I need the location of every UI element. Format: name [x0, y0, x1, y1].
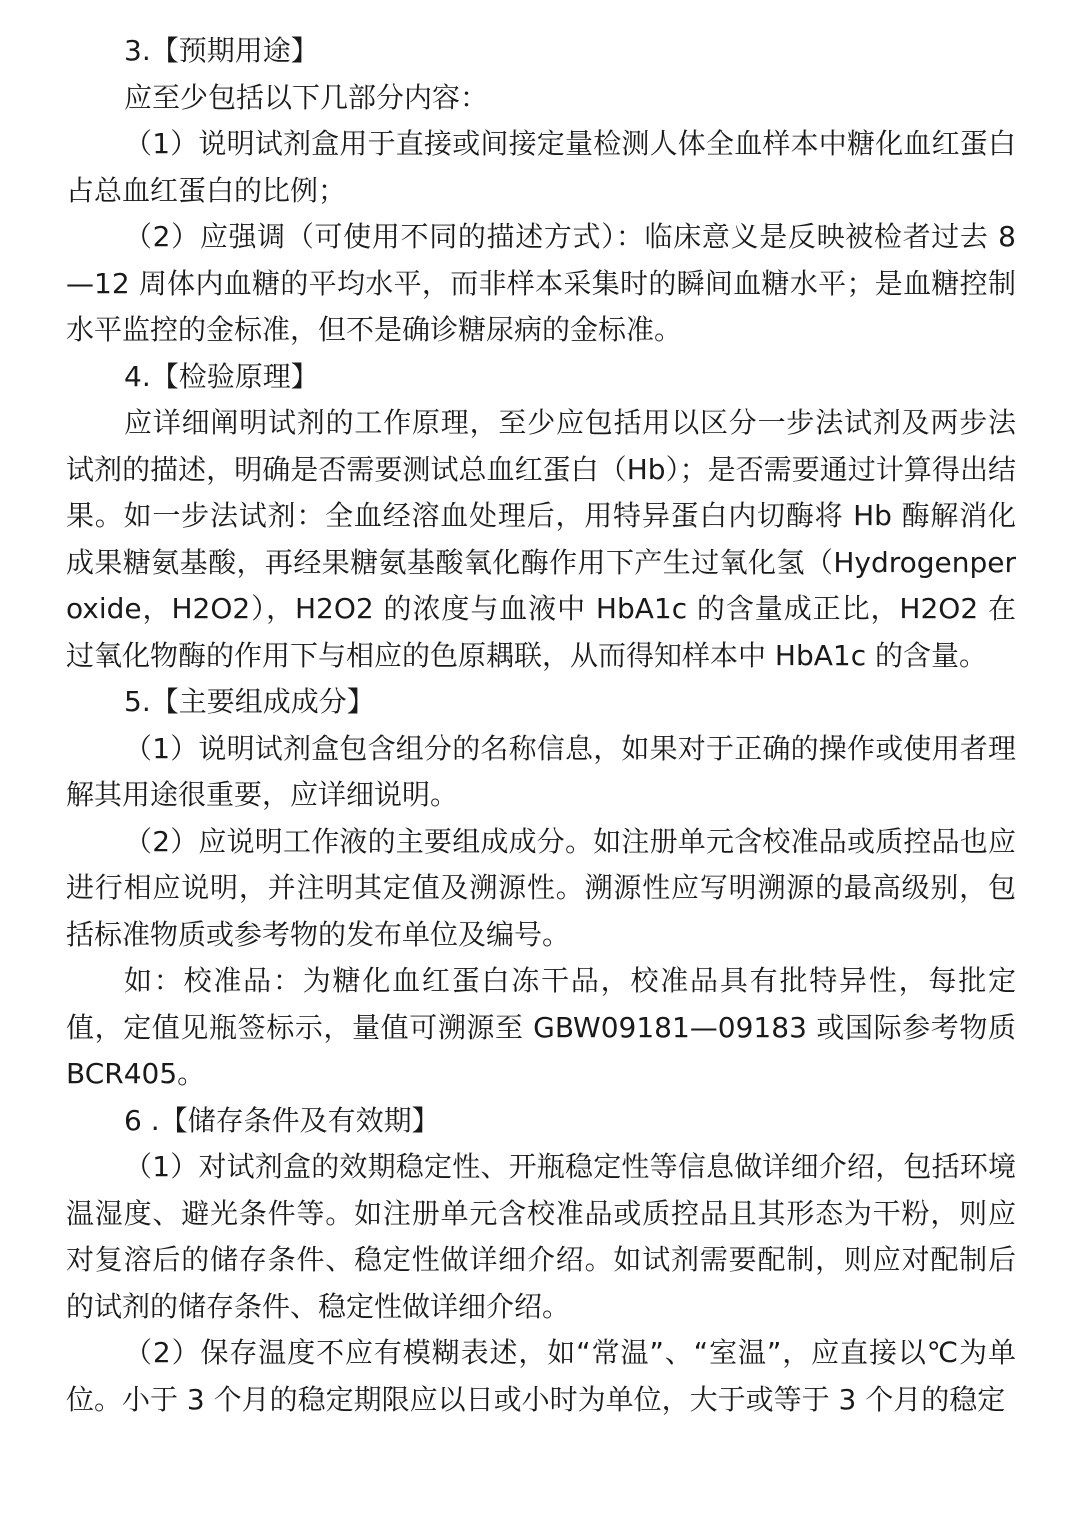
section-test-principle — [66, 354, 1016, 680]
section-heading: 3.【预期用途】 — [124, 34, 319, 67]
paragraph: （2）应强调（可使用不同的描述方式）：临床意义是反映被检者过去 8—12 周体内血糖的平均水平，而非样本采集时的瞬间血糖水平；是血糖控制水平监控的金标准，但不是确诊糖尿病的金标准。 — [66, 220, 1016, 346]
paragraph: 应详细阐明试剂的工作原理，至少应包括用以区分一步法试剂及两步法试剂的描述，明确是否需要测试总血红蛋白（Hb）；是否需要通过计算得出结果。如一步法试剂：全血经溶血处理后，用特异蛋白内切酶将 Hb 酶解消化成果糖氨基酸，再经果糖氨基酸氧化酶作用下产生过氧化氢（Hydrogenperoxide，H2O2），H2O2 的浓度与血液中 HbA1c 的含量成正比，H2O2 在过氧化物酶的作用下与相应的色原耦联，从而得知样本中 HbA1c 的含量。 — [66, 406, 1016, 672]
section-heading: 4.【检验原理】 — [124, 359, 319, 393]
paragraph: （1）对试剂盒的效期稳定性、开瓶稳定性等信息做详细介绍，包括环境温湿度、避光条件等。如注册单元含校准品或质控品且其形态为干粉，则应对复溶后的储存条件、稳定性做详细介绍。如试剂需要配制，则应对配制后的试剂的储存条件、稳定性做详细介绍。 — [66, 1150, 1016, 1323]
paragraph: （2）保存温度不应有模糊表述，如“常温”、“室温”，应直接以℃为单位。小于 3 个月的稳定期限应以日或小时为单位，大于或等于 3 个月的稳定 — [66, 1336, 1016, 1416]
paragraph: （1）说明试剂盒用于直接或间接定量检测人体全血样本中糖化血红蛋白占总血红蛋白的比例； — [66, 127, 1016, 207]
paragraph: 如：校准品：为糖化血红蛋白冻干品，校准品具有批特异性，每批定值，定值见瓶签标示，量值可溯源至 GBW09181—09183 或国际参考物质 BCR405。 — [66, 964, 1016, 1090]
paragraph: （2）应说明工作液的主要组成成分。如注册单元含校准品或质控品也应进行相应说明，并注明其定值及溯源性。溯源性应写明溯源的最高级别，包括标准物质或参考物的发布单位及编号。 — [66, 824, 1016, 951]
document-page — [66, 28, 1016, 1423]
section-main-components — [66, 679, 1016, 1098]
section-storage-and-validity — [66, 1098, 1016, 1424]
section-heading: 5.【主要组成成分】 — [124, 685, 375, 718]
section-heading: 6 .【储存条件及有效期】 — [124, 1103, 440, 1137]
paragraph: （1）说明试剂盒包含组分的名称信息，如果对于正确的操作或使用者理解其用途很重要，应详细说明。 — [66, 731, 1016, 811]
section-intended-use — [66, 28, 1016, 354]
paragraph: 应至少包括以下几部分内容： — [124, 80, 489, 114]
